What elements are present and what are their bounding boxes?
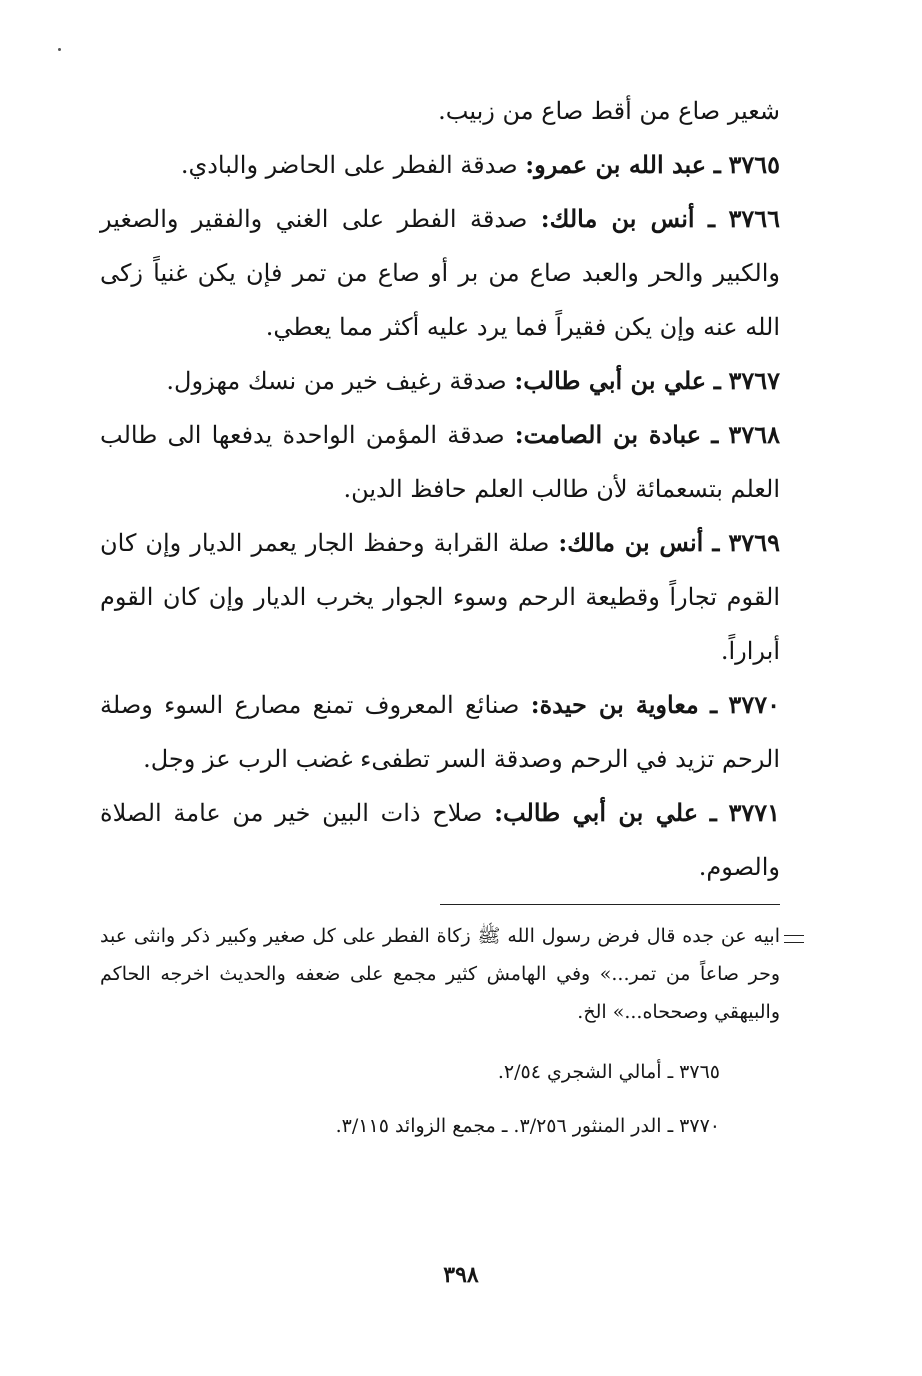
footnote-continuation: ابيه عن جده قال فرض رسول الله ﷺ زكاة الفطر على كل صغير وكبير ذكر وانثى عبد وحر صاعاً من تمر...» وفي الهامش كثير مجمع على ضعفه والحديث اخرجه الحاكم والبيهقي وصححاه...» الخ. [100,925,780,1023]
entry-author: علي بن أبي طالب: [494,798,699,827]
entry-text: صلاح ذات البين خير من عامة الصلاة والصوم. [100,799,780,881]
entry-author: علي بن أبي طالب: [514,366,707,395]
entry-3769: ٣٧٦٩ ـ أنس بن مالك: صلة القرابة وحفظ الجار يعمر الديار وإن كان القوم تجاراً وقطيعة الرحم وسوء الجوار يخرب الديار وإن كان القوم أبراراً. [100,528,780,665]
page-body [100,84,780,1153]
entry-author: معاوية بن حيدة: [530,690,699,719]
entry-text: صدقة الفطر على الحاضر والبادي. [180,151,518,179]
entry-text: صدقة رغيف خير من نسك مهزول. [166,367,507,395]
main-text [100,84,780,894]
entry-number: ٣٧٦٦ [728,204,781,233]
source-reference: ٣٧٧٠ ـ الدر المنثور ٣/٢٥٦. ـ مجمع الزوائد ٣/١١٥. [335,1115,720,1137]
entry-number: ٣٧٦٥ [728,150,780,179]
continuation-mark [784,935,804,943]
source-reference: ٣٧٦٥ ـ أمالي الشجري ٢/٥٤. [497,1061,720,1083]
footnotes [100,917,780,1031]
entry-author: عبد الله بن عمرو: [525,150,707,179]
entry-text: صدقة الفطر على الغني والفقير والصغير والكبير والحر والعبد صاع من بر أو صاع من تمر فإن يكن غنياً زكى الله عنه وإن يكن فقيراً فما يرد عليه أكثر مما يعطي. [100,205,780,341]
source-references [100,1045,780,1153]
entry-number: ٣٧٦٨ [728,420,780,449]
entry-number: ٣٧٦٧ [728,366,780,395]
entry-3766: ٣٧٦٦ ـ أنس بن مالك: صدقة الفطر على الغني والفقير والصغير والكبير والحر والعبد صاع من بر أو صاع من تمر فإن يكن غنياً زكى الله عنه وإن يكن فقيراً فما يرد عليه أكثر مما يعطي. [100,204,781,341]
entry-3770: ٣٧٧٠ ـ معاوية بن حيدة: صنائع المعروف تمنع مصارع السوء وصلة الرحم تزيد في الرحم وصدقة السر تطفىء غضب الرب عز وجل. [100,690,780,773]
entry-3765: ٣٧٦٥ ـ عبد الله بن عمرو: صدقة الفطر على الحاضر والبادي. [180,150,780,179]
scan-speck [58,48,61,51]
entry-text: صدقة المؤمن الواحدة يدفعها الى طالب العلم بتسعمائة لأن طالب العلم حافظ الدين. [100,421,780,503]
entry-author: أنس بن مالك: [558,528,704,557]
entry-author: أنس بن مالك: [540,204,695,233]
page-number: ٣٩٨ [443,1262,479,1288]
entry-author: عبادة بن الصامت: [514,420,702,449]
entry-number: ٣٧٧٠ [728,690,780,719]
entry-3767: ٣٧٦٧ ـ علي بن أبي طالب: صدقة رغيف خير من نسك مهزول. [166,366,780,395]
entry-3771: ٣٧٧١ ـ علي بن أبي طالب: صلاح ذات البين خير من عامة الصلاة والصوم. [100,798,781,881]
entry-number: ٣٧٦٩ [728,528,780,557]
entry-text: صنائع المعروف تمنع مصارع السوء وصلة الرحم تزيد في الرحم وصدقة السر تطفىء غضب الرب عز وجل. [100,691,780,773]
entry-3768: ٣٧٦٨ ـ عبادة بن الصامت: صدقة المؤمن الواحدة يدفعها الى طالب العلم بتسعمائة لأن طالب العلم حافظ الدين. [100,420,780,503]
entry-number: ٣٧٧١ [728,798,781,827]
opening-line: شعير صاع من أقط صاع من زبيب. [438,97,780,125]
footnote-rule [440,904,780,905]
entry-text: صلة القرابة وحفظ الجار يعمر الديار وإن كان القوم تجاراً وقطيعة الرحم وسوء الجوار يخرب الديار وإن كان القوم أبراراً. [100,529,780,665]
